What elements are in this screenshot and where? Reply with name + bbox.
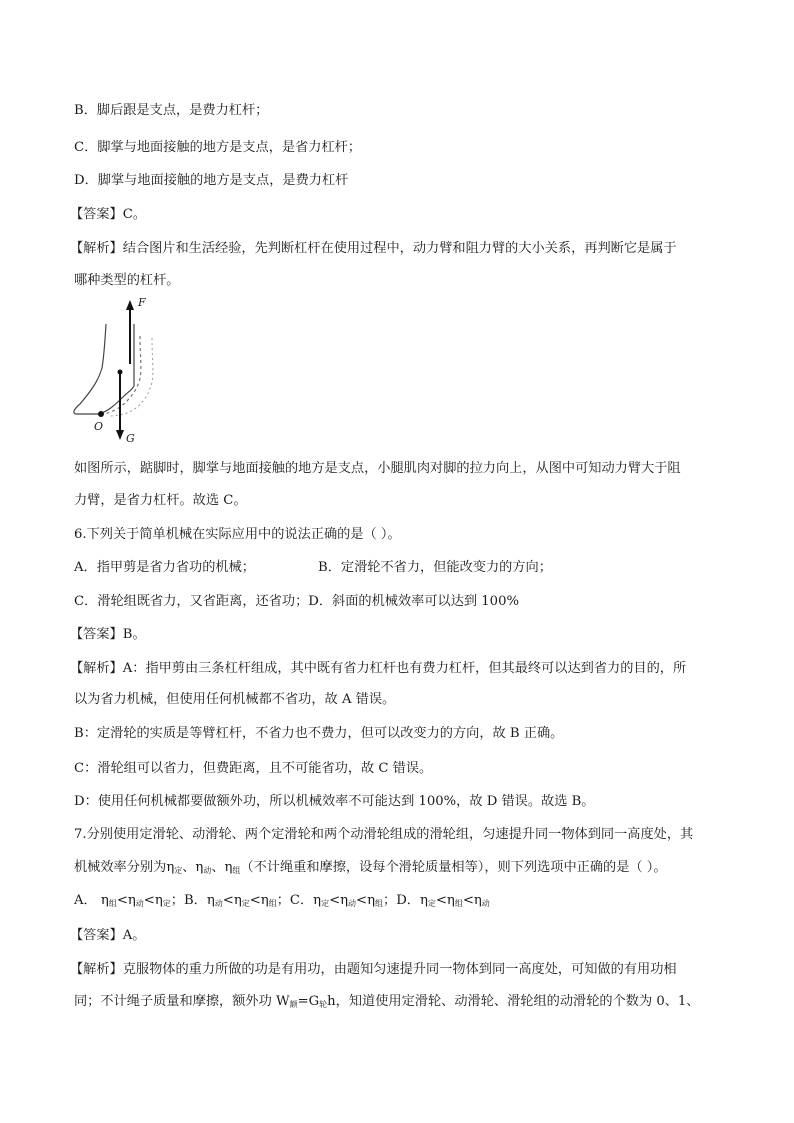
analysis-q6-d: D：使用任何机械都要做额外功，所以机械效率不可能达到 100%，故 D 错误。故选 B。: [74, 794, 595, 809]
foot-lever-figure: [68, 296, 168, 446]
analysis-q5-line1: 【解析】结合图片和生活经验，先判断杠杆在使用过程中，动力臂和阻力臂的大小关系，再判断它是属于: [70, 241, 677, 256]
center-of-gravity-dot: [118, 370, 123, 375]
explanation-line1: 如图所示，踮脚时，脚掌与地面接触的地方是支点，小腿肌肉对脚的拉力向上，从图中可知动力臂大于阻: [74, 461, 681, 476]
option-b-q5: B．脚后跟是支点，是费力杠杆；: [74, 103, 269, 118]
analysis-q6-line1: 【解析】A：指甲剪由三条杠杆组成，其中既有省力杠杆也有费力杠杆，但其最终可以达到省力的目的，所: [70, 661, 687, 676]
foot-lever-diagram: [68, 296, 168, 446]
gravity-g-arrowhead: [116, 430, 124, 440]
label-o: O: [94, 420, 104, 433]
pivot-o-dot: [98, 411, 104, 417]
question-7-options: A． $\eta_组<\eta_动<\eta_定$；B．$\eta_动<\eta_定<\eta_组$；C．$\eta_定<\eta_动<\eta_组$；D．$\eta_定<\eta_组<\eta_动$: [74, 893, 490, 908]
analysis-q5-line2: 哪种类型的杠杆。: [74, 273, 180, 288]
q6-option-a: A．指甲剪是省力省功的机械；: [74, 560, 255, 575]
explanation-line2: 力臂，是省力杠杆。故选 C。: [74, 493, 247, 508]
label-f: F: [138, 296, 146, 309]
answer-q7: 【答案】A。: [70, 928, 146, 943]
option-d-q5: D．脚掌与地面接触的地方是支点，是费力杠杆: [74, 173, 349, 188]
analysis-q6-c: C：滑轮组可以省力，但费距离，且不可能省功，故 C 错误。: [74, 761, 433, 776]
answer-q6: 【答案】B。: [70, 627, 146, 642]
analysis-q7-line1: 【解析】克服物体的重力所做的功是有用功，由题知匀速提升同一物体到同一高度处，可知做的有用功相: [70, 962, 677, 977]
analysis-q6-b: B：定滑轮的实质是等臂杠杆，不省力也不费力，但可以改变力的方向，故 B 正确。: [74, 726, 564, 741]
question-7-line2: 机械效率分别为$\eta_定$、$\eta_动$、$\eta_组$（不计绳重和摩擦，设每个滑轮质量相等），则下列选项中正确的是（ ）。: [74, 860, 667, 875]
question-7-line1: 7.分别使用定滑轮、动滑轮、两个定滑轮和两个动滑轮组成的滑轮组，匀速提升同一物体到同一高度处，其: [74, 827, 694, 842]
q6-option-cd: C．滑轮组既省力，又省距离，还省功；D．斜面的机械效率可以达到 100%: [74, 594, 519, 609]
analysis-q6-line2: 以为省力机械，但使用任何机械都不省功，故 A 错误。: [74, 692, 396, 707]
option-c-q5: C．脚掌与地面接触的地方是支点，是省力杠杆；: [74, 140, 362, 155]
question-6: 6.下列关于简单机械在实际应用中的说法正确的是（ ）。: [74, 527, 401, 542]
q6-option-b: B．定滑轮不省力，但能改变力的方向；: [318, 560, 552, 575]
label-g: G: [126, 432, 135, 445]
answer-q5: 【答案】C。: [70, 207, 147, 222]
analysis-q7-line2: 同；不计绳子质量和摩擦，额外功 $W_额=G_轮h$，知道使用定滑轮、动滑轮、滑轮组的动滑轮的个数为 0、1、: [74, 994, 700, 1009]
